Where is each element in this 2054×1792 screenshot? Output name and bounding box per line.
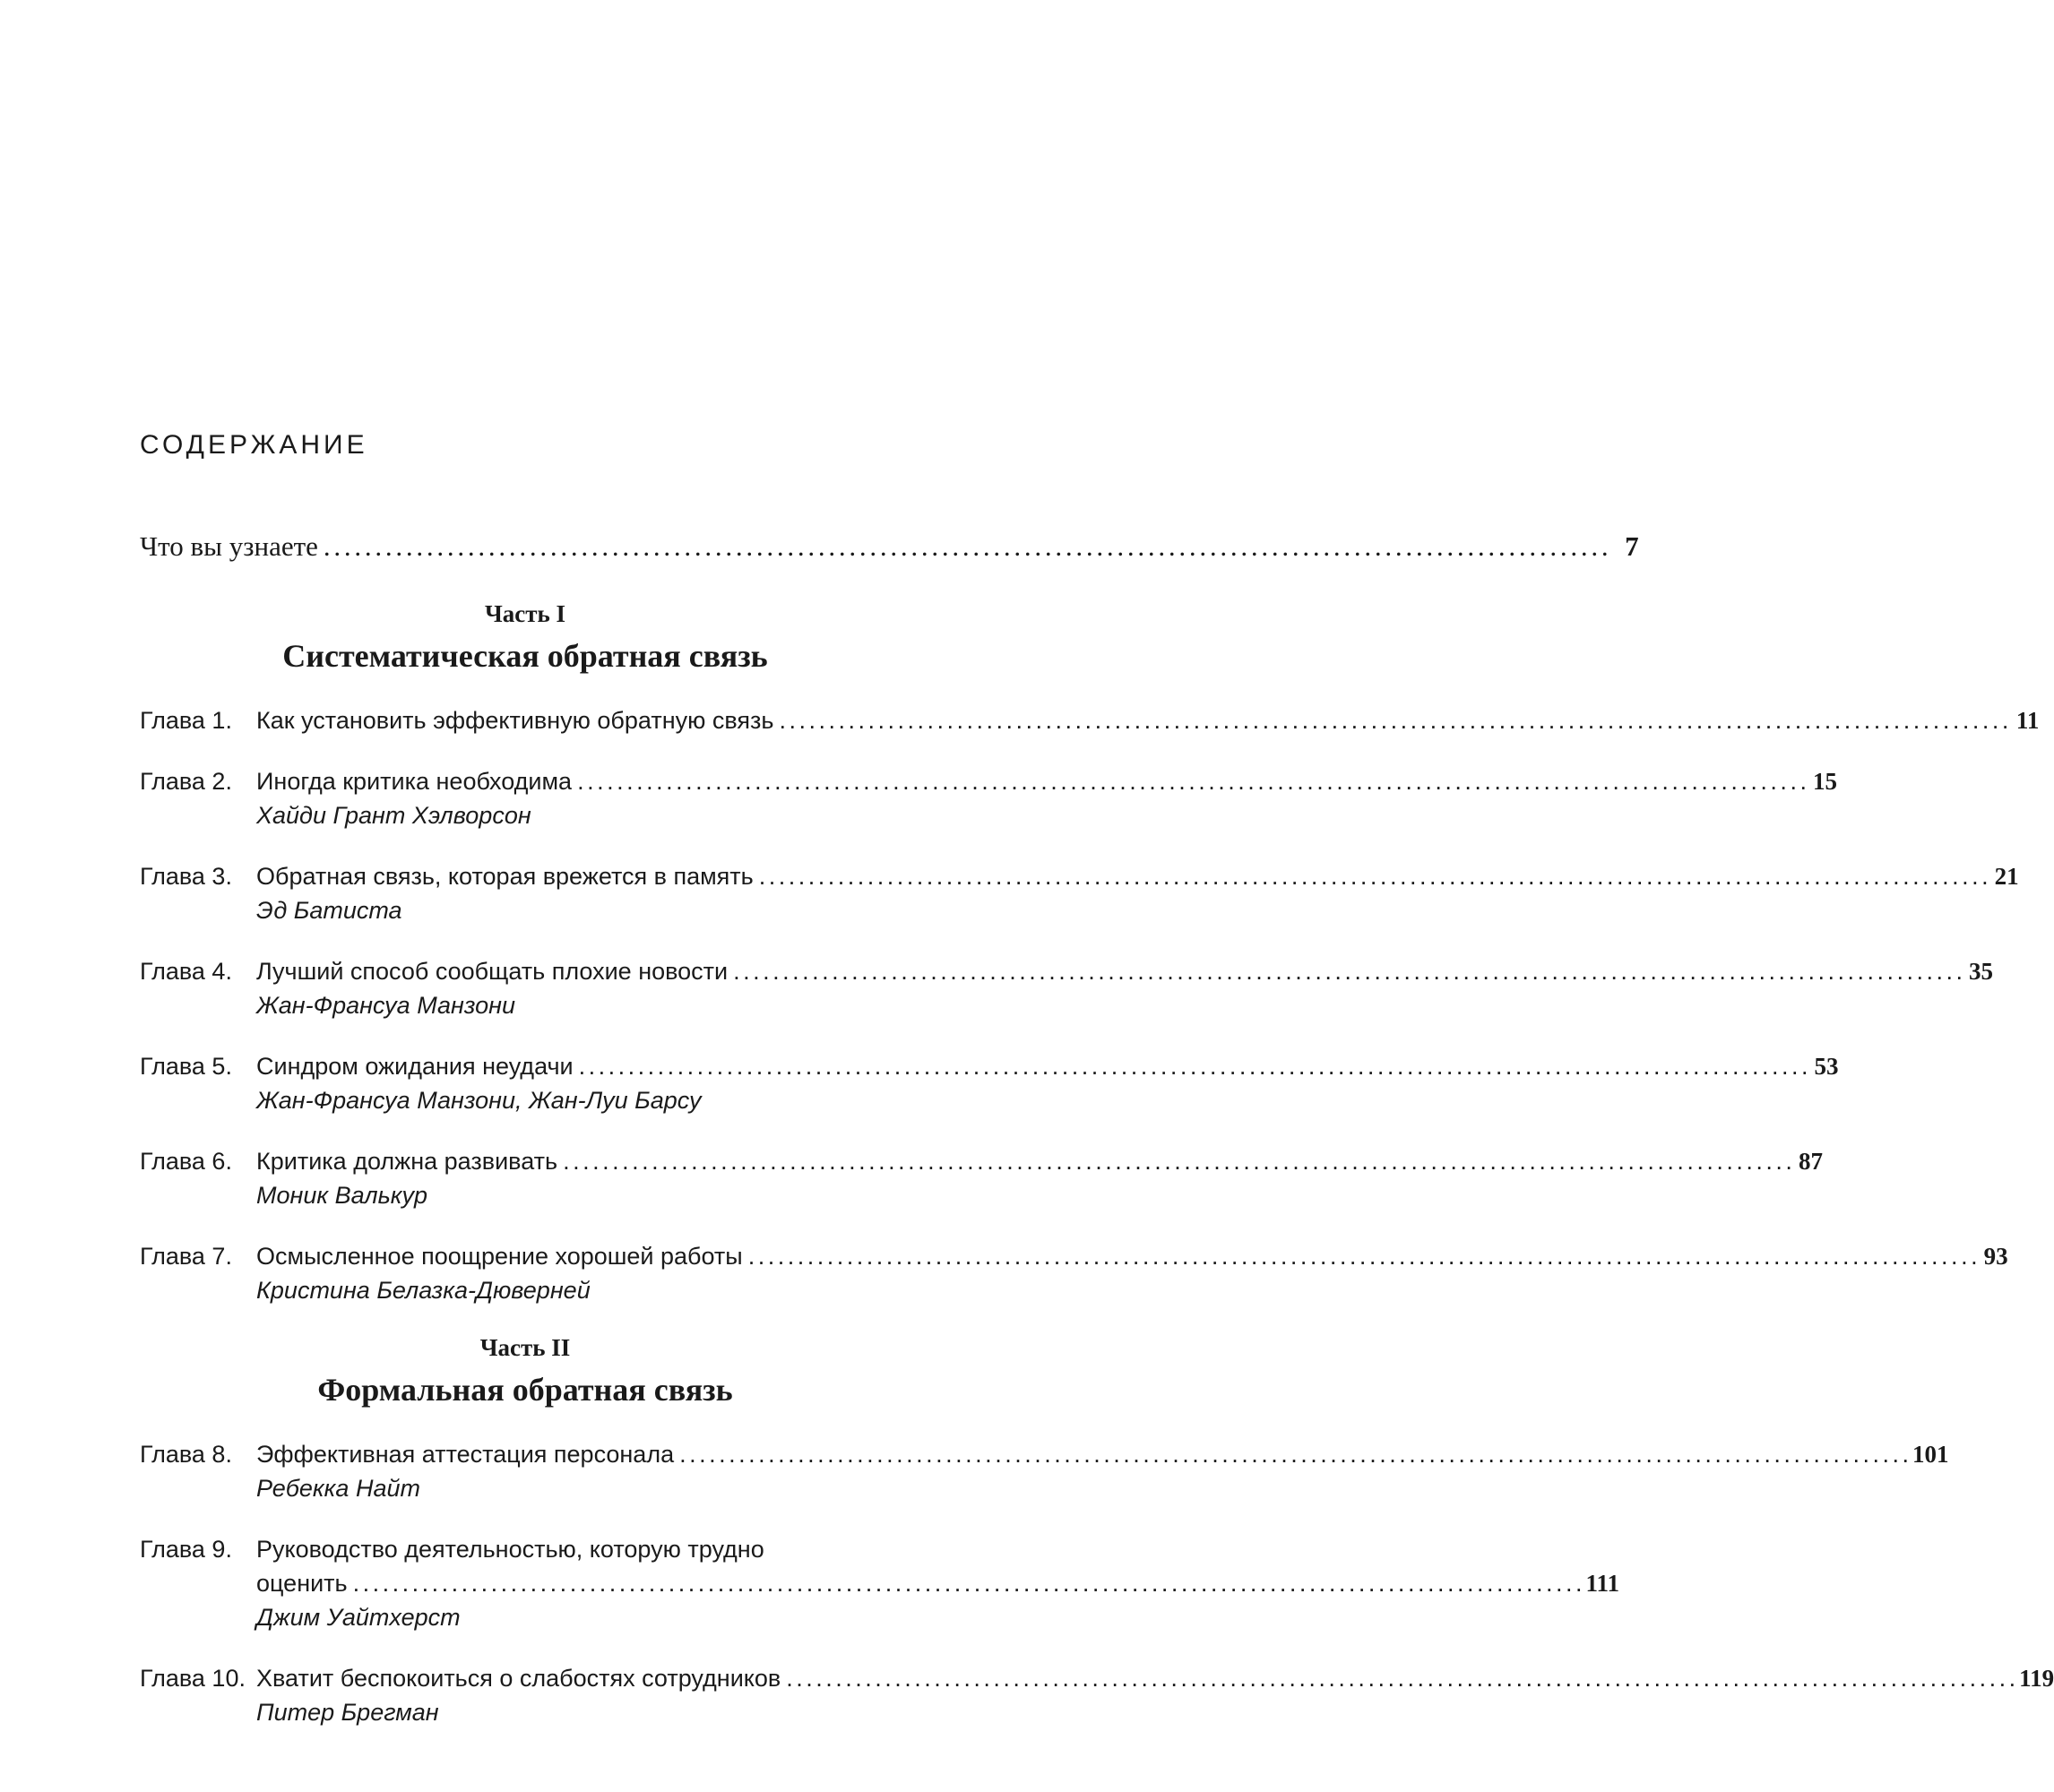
chapter-title-line1: Руководство деятельностью, которую трудно — [256, 1536, 764, 1563]
dot-leader — [353, 1566, 1581, 1600]
chapter-title: Хватит беспокоиться о слабостях сотрудников — [256, 1665, 781, 1692]
chapter-author: Моник Валькур — [256, 1182, 428, 1209]
intro-title: Что вы узнаете — [140, 530, 318, 562]
toc-entry-chapter-6[interactable] — [140, 1144, 1823, 1212]
dot-leader — [748, 1239, 1976, 1273]
part-2-header — [140, 1334, 910, 1409]
part-1-header — [140, 600, 910, 675]
chapter-title: Эффективная аттестация персонала — [256, 1441, 675, 1468]
dot-leader — [759, 859, 1987, 893]
chapter-label: Глава 7. — [140, 1243, 232, 1270]
chapter-title: Синдром ожидания неудачи — [256, 1053, 574, 1080]
toc-entry-chapter-1[interactable] — [140, 703, 2040, 737]
chapter-label: Глава 1. — [140, 707, 232, 734]
toc-heading: СОДЕРЖАНИЕ — [140, 430, 368, 460]
dot-leader — [786, 1661, 2014, 1695]
chapter-title: Критика должна развивать — [256, 1148, 558, 1175]
toc-entry-intro[interactable] — [140, 530, 1639, 563]
chapter-page: 21 — [1994, 863, 2019, 890]
chapter-page: 119 — [2019, 1665, 2054, 1692]
dot-leader — [779, 703, 2007, 737]
dot-leader — [579, 1049, 1807, 1083]
intro-page: 7 — [1625, 530, 1639, 562]
chapter-page: 101 — [1912, 1441, 1949, 1468]
dot-leader — [324, 530, 1607, 563]
toc-entry-chapter-10[interactable] — [140, 1661, 2054, 1729]
part-title: Формальная обратная связь — [317, 1372, 733, 1408]
chapter-label: Глава 10. — [140, 1665, 246, 1692]
table-of-contents — [140, 430, 2054, 1756]
toc-entry-chapter-2[interactable] — [140, 764, 1837, 832]
chapter-author: Жан-Франсуа Манзони — [256, 992, 515, 1019]
chapter-title: Как установить эффективную обратную связь — [256, 707, 774, 734]
toc-entry-chapter-7[interactable] — [140, 1239, 2008, 1307]
chapter-label: Глава 2. — [140, 768, 232, 795]
toc-entry-chapter-3[interactable] — [140, 859, 2019, 927]
part-title: Систематическая обратная связь — [282, 638, 768, 674]
part-label: Часть I — [484, 600, 566, 627]
chapter-page: 93 — [1983, 1243, 2008, 1270]
chapter-author: Хайди Грант Хэлворсон — [256, 802, 531, 829]
chapter-author: Ребекка Найт — [256, 1475, 420, 1502]
chapter-page: 11 — [2015, 707, 2040, 734]
chapter-page: 15 — [1812, 768, 1837, 795]
chapter-title: Осмысленное поощрение хорошей работы — [256, 1243, 743, 1270]
chapter-author: Жан-Франсуа Манзони, Жан-Луи Барсу — [256, 1087, 702, 1114]
chapter-page: 111 — [1585, 1570, 1620, 1597]
dot-leader — [577, 764, 1805, 798]
chapter-label: Глава 8. — [140, 1441, 232, 1468]
chapter-title: оценить — [256, 1570, 348, 1597]
chapter-title: Обратная связь, которая врежется в память — [256, 863, 754, 890]
chapter-page: 53 — [1814, 1053, 1839, 1080]
chapter-author: Кристина Белазка-Дюверней — [256, 1277, 591, 1304]
chapter-page: 87 — [1798, 1148, 1823, 1175]
chapter-label: Глава 3. — [140, 863, 232, 890]
toc-entry-chapter-9[interactable] — [140, 1532, 1620, 1634]
dot-leader — [679, 1437, 1907, 1471]
chapter-title: Лучший способ сообщать плохие новости — [256, 958, 729, 985]
chapter-author: Эд Батиста — [256, 897, 402, 924]
chapter-label: Глава 6. — [140, 1148, 232, 1175]
chapter-author: Джим Уайтхерст — [256, 1604, 461, 1631]
chapter-label: Глава 9. — [140, 1536, 232, 1563]
chapter-page: 35 — [1969, 958, 1994, 985]
dot-leader — [563, 1144, 1791, 1178]
toc-entry-chapter-8[interactable] — [140, 1437, 1949, 1505]
toc-entry-chapter-5[interactable] — [140, 1049, 1839, 1117]
dot-leader — [733, 954, 1961, 988]
toc-entry-chapter-4[interactable] — [140, 954, 1994, 1022]
part-label: Часть II — [479, 1334, 571, 1361]
chapter-title: Иногда критика необходима — [256, 768, 573, 795]
chapter-author: Питер Брегман — [256, 1699, 439, 1726]
chapter-label: Глава 5. — [140, 1053, 232, 1080]
chapter-label: Глава 4. — [140, 958, 232, 985]
